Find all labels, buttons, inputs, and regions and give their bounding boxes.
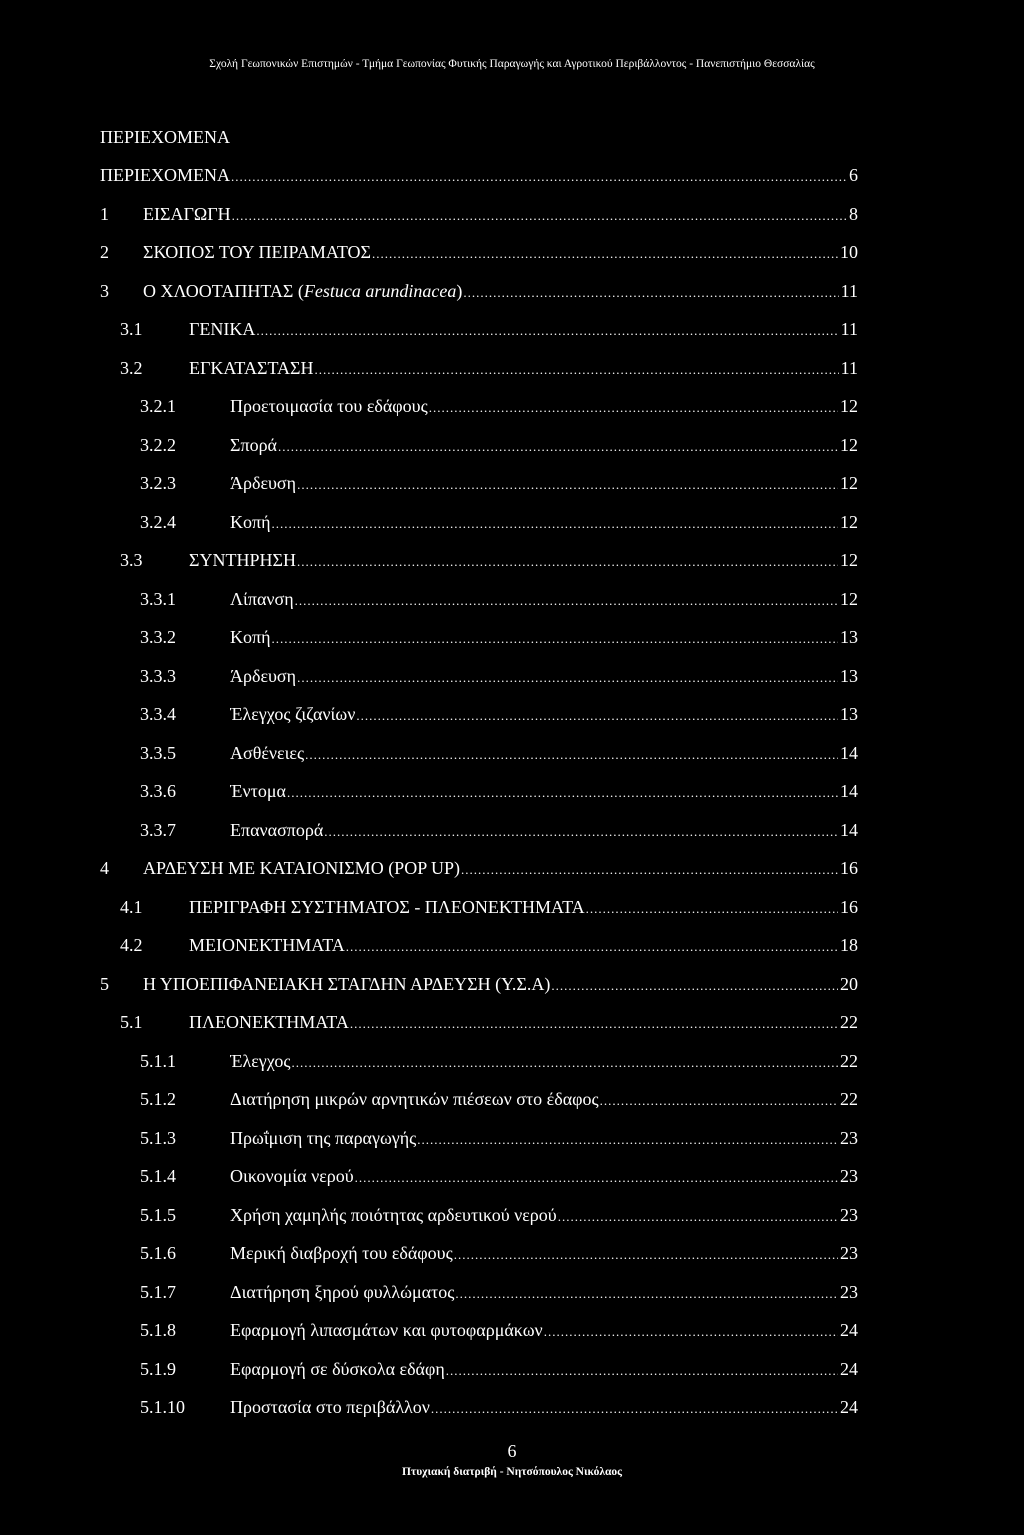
- toc-entry-page: 14: [840, 781, 858, 801]
- toc-dot-leader: [272, 626, 839, 652]
- toc-entry-number: 3.3.6: [140, 781, 176, 801]
- toc-entry-title: Η ΥΠΟΕΠΙΦΑΝΕΙΑΚΗ ΣΤΑΓΔΗΝ ΑΡΔΕΥΣΗ (Υ.Σ.Α): [143, 973, 551, 994]
- toc-dot-leader: [356, 703, 838, 729]
- toc-entry-title: ΠΕΡΙΕΧΟΜΕΝΑ: [100, 165, 230, 185]
- toc-entry[interactable]: [0, 316, 1024, 342]
- toc-entry-number: 3.2.3: [140, 473, 176, 493]
- toc-entry-title: Εφαρμογή λιπασμάτων και φυτοφαρμάκων: [230, 1320, 543, 1340]
- toc-entry[interactable]: [0, 1125, 1024, 1151]
- toc-entry-number: 4: [100, 858, 109, 878]
- toc-entry-title: Μερική διαβροχή του εδάφους: [230, 1243, 453, 1263]
- toc-entry-page: 18: [840, 935, 858, 955]
- toc-entry-page: 16: [840, 896, 858, 917]
- toc-dot-leader: [278, 434, 838, 460]
- toc-entry[interactable]: [0, 201, 1024, 227]
- toc-entry-number: 5: [100, 973, 109, 994]
- toc-entry-title: ΕΓΚΑΤΑΣΤΑΣΗ: [189, 357, 314, 378]
- toc-entry-number: 5.1: [120, 1012, 143, 1032]
- toc-entry[interactable]: [0, 278, 1024, 304]
- toc-dot-leader: [600, 1088, 838, 1114]
- toc-entry[interactable]: [0, 509, 1024, 535]
- toc-entry-number: 3: [100, 280, 109, 301]
- toc-dot-leader: [431, 1396, 838, 1422]
- toc-dot-leader: [232, 203, 847, 229]
- toc-dot-leader: [417, 1127, 838, 1153]
- toc-entry-number: 5.1.5: [140, 1204, 176, 1225]
- toc-entry-page: 23: [840, 1127, 858, 1148]
- toc-entry-title: Προστασία στο περιβάλλον: [230, 1397, 430, 1417]
- toc-entry[interactable]: [0, 817, 1024, 843]
- toc-entry[interactable]: [0, 547, 1024, 573]
- toc-entry-page: 11: [840, 319, 858, 339]
- toc-entry-number: 1: [100, 203, 109, 224]
- toc-entry-page: 8: [849, 203, 858, 224]
- toc-entry-title: Εφαρμογή σε δύσκολα εδάφη: [230, 1358, 445, 1379]
- toc-dot-leader: [295, 588, 838, 614]
- toc-entry[interactable]: [0, 1086, 1024, 1112]
- running-footer: Πτυχιακή διατριβή - Νητσόπουλος Νικόλαος: [401, 1466, 623, 1478]
- toc-entry-page: 13: [840, 627, 858, 647]
- toc-dot-leader: [355, 1165, 838, 1191]
- toc-entry-page: 12: [840, 511, 858, 532]
- toc-entry[interactable]: [0, 239, 1024, 265]
- toc-entry-page: 24: [840, 1320, 858, 1340]
- toc-entry-page: 12: [840, 588, 858, 609]
- toc-entry-page: 24: [840, 1358, 858, 1379]
- toc-entry-number: 5.1.6: [140, 1243, 176, 1263]
- toc-dot-leader: [350, 1011, 838, 1037]
- toc-entry[interactable]: [0, 855, 1024, 881]
- toc-dot-leader: [231, 164, 847, 190]
- toc-entry-title: Λίπανση: [230, 588, 294, 609]
- toc-entry-number: 3.3: [120, 550, 143, 570]
- toc-entry-title: Διατήρηση μικρών αρνητικών πιέσεων στο έδαφος: [230, 1089, 599, 1109]
- toc-entry-title: Προετοιμασία του εδάφους: [230, 396, 428, 416]
- toc-entry-title: Χρήση χαμηλής ποιότητας αρδευτικού νερού: [230, 1204, 557, 1225]
- toc-entry-title: ΑΡΔΕΥΣΗ ΜΕ ΚΑΤΑΙΟΝΙΣΜΟ (POP UP): [143, 858, 461, 878]
- toc-entry-number: 3.2.4: [140, 511, 176, 532]
- toc-entry-number: 5.1.9: [140, 1358, 176, 1379]
- toc-entry-title: ΠΕΡΙΓΡΑΦΗ ΣΥΣΤΗΜΑΤΟΣ - ΠΛΕΟΝΕΚΤΗΜΑΤΑ: [189, 896, 585, 917]
- toc-dot-leader: [544, 1319, 838, 1345]
- toc-entry-page: 14: [840, 742, 858, 763]
- toc-entry-page: 6: [849, 165, 858, 185]
- toc-entry-title: Οικονομία νερού: [230, 1166, 354, 1186]
- toc-dot-leader: [558, 1204, 838, 1230]
- toc-dot-leader: [429, 395, 838, 421]
- toc-entry-page: 22: [840, 1050, 858, 1071]
- toc-entry-number: 5.1.10: [140, 1397, 185, 1417]
- toc-entry-title: Άρδευση: [230, 665, 297, 686]
- toc-dot-leader: [372, 241, 838, 267]
- toc-entry-title: ΣΥΝΤΗΡΗΣΗ: [189, 550, 296, 570]
- toc-dot-leader: [551, 973, 838, 999]
- toc-entry-title: ΣΚΟΠΟΣ ΤΟΥ ΠΕΙΡΑΜΑΤΟΣ: [143, 242, 372, 262]
- toc-entry-page: 11: [840, 357, 858, 378]
- toc-entry[interactable]: [0, 1202, 1024, 1228]
- toc-entry-page: 12: [840, 473, 858, 493]
- toc-entry-page: 14: [840, 819, 858, 840]
- toc-dot-leader: [461, 857, 838, 883]
- toc-entry-number: 4.1: [120, 896, 143, 917]
- toc-entry-number: 3.2: [120, 357, 143, 378]
- toc-entry-page: 23: [840, 1166, 858, 1186]
- toc-dot-leader: [346, 934, 838, 960]
- toc-entry[interactable]: [0, 1240, 1024, 1266]
- toc-entry-page: 23: [840, 1281, 858, 1302]
- toc-entry-page: 23: [840, 1243, 858, 1263]
- toc-entry-page: 13: [840, 704, 858, 724]
- toc-entry-title: ΠΛΕΟΝΕΚΤΗΜΑΤΑ: [189, 1012, 349, 1032]
- toc-dot-leader: [463, 280, 838, 306]
- toc-entry-title: ΜΕΙΟΝΕΚΤΗΜΑΤΑ: [189, 935, 345, 955]
- toc-dot-leader: [314, 357, 838, 383]
- toc-entry-number: 3.3.3: [140, 665, 176, 686]
- toc-dot-leader: [454, 1242, 838, 1268]
- toc-entry[interactable]: [0, 1048, 1024, 1074]
- toc-entry-page: 24: [840, 1397, 858, 1417]
- toc-entry[interactable]: [0, 1163, 1024, 1189]
- toc-entry-number: 3.3.2: [140, 627, 176, 647]
- toc-entry[interactable]: [0, 663, 1024, 689]
- toc-entry-page: 12: [840, 550, 858, 570]
- toc-entry[interactable]: [0, 355, 1024, 381]
- toc-entry[interactable]: [0, 1356, 1024, 1382]
- toc-entry-title: [143, 278, 462, 304]
- toc-entry-title: Σπορά: [230, 434, 277, 455]
- toc-entry-title: Έντομα: [230, 781, 286, 801]
- toc-entry[interactable]: [0, 586, 1024, 612]
- toc-dot-leader: [446, 1358, 838, 1384]
- toc-entry[interactable]: [0, 393, 1024, 419]
- toc-entry[interactable]: [0, 1394, 1024, 1420]
- toc-dot-leader: [324, 819, 838, 845]
- toc-entry-number: 3.3.5: [140, 742, 176, 763]
- toc-entry-page: 12: [840, 434, 858, 455]
- toc-entry[interactable]: [0, 740, 1024, 766]
- toc-dot-leader: [297, 665, 838, 691]
- toc-entry-number: 3.2.2: [140, 434, 176, 455]
- toc-entry-page: 11: [840, 280, 858, 301]
- toc-entry-number: 5.1.4: [140, 1166, 176, 1186]
- toc-entry-title: ΓΕΝΙΚΑ: [189, 319, 256, 339]
- running-header: Σχολή Γεωπονικών Επιστημών - Τμήμα Γεωπονίας Φυτικής Παραγωγής και Αγροτικού Περιβάλλοντος - Πανεπιστήμιο Θεσσαλίας: [209, 58, 815, 70]
- toc-entry-title: Άρδευση: [230, 473, 297, 493]
- toc-entry-title: Κοπή: [230, 511, 271, 532]
- toc-entry-number: 3.3.7: [140, 819, 176, 840]
- toc-entry-title: Επανασπορά: [230, 819, 324, 840]
- toc-entry[interactable]: [0, 1317, 1024, 1343]
- toc-dot-leader: [297, 472, 838, 498]
- toc-entry-number: 3.2.1: [140, 396, 176, 416]
- toc-entry-title-part: ): [456, 280, 463, 301]
- toc-entry-number: 3.3.4: [140, 704, 176, 724]
- toc-entry-page: 23: [840, 1204, 858, 1225]
- toc-entry-page: 12: [840, 396, 858, 416]
- toc-entry[interactable]: [0, 162, 1024, 188]
- toc-entry-number: 5.1.8: [140, 1320, 176, 1340]
- toc-entry[interactable]: [0, 470, 1024, 496]
- toc-entry-title: Έλεγχος: [230, 1050, 291, 1071]
- toc-entry-page: 16: [840, 858, 858, 878]
- toc-entry[interactable]: [0, 894, 1024, 920]
- toc-entry-title: Ασθένειες: [230, 742, 305, 763]
- toc-entry-number: 5.1.1: [140, 1050, 176, 1071]
- toc-entry-number: 2: [100, 242, 109, 262]
- toc-dot-leader: [291, 1050, 838, 1076]
- toc-entry-title: Πρωΐμιση της παραγωγής: [230, 1127, 417, 1148]
- toc-entry-number: 4.2: [120, 935, 143, 955]
- toc-entry-number: 5.1.3: [140, 1127, 176, 1148]
- page-number: 6: [507, 1441, 517, 1461]
- toc-dot-leader: [256, 318, 838, 344]
- toc-entry-title: ΕΙΣΑΓΩΓΗ: [143, 203, 231, 224]
- toc-dot-leader: [287, 780, 838, 806]
- toc-entry-title-part: Ο ΧΛΟΟΤΑΠΗΤΑΣ (: [143, 280, 304, 301]
- toc-entry-page: 22: [840, 1012, 858, 1032]
- toc-entry[interactable]: [0, 1279, 1024, 1305]
- toc-entry-title: Έλεγχος ζιζανίων: [230, 704, 356, 724]
- toc-dot-leader: [297, 549, 838, 575]
- toc-dot-leader: [272, 511, 839, 537]
- toc-entry[interactable]: [0, 971, 1024, 997]
- toc-entry-page: 13: [840, 665, 858, 686]
- toc-dot-leader: [455, 1281, 838, 1307]
- toc-entry[interactable]: [0, 1009, 1024, 1035]
- toc-entry-title-species: Festuca arundinacea: [303, 280, 457, 301]
- toc-entry-number: 5.1.2: [140, 1089, 176, 1109]
- toc-entry-title: Διατήρηση ξηρού φυλλώματος: [230, 1281, 455, 1302]
- toc-entry-number: 5.1.7: [140, 1281, 176, 1302]
- toc-entry[interactable]: [0, 432, 1024, 458]
- toc-entry-page: 22: [840, 1089, 858, 1109]
- toc-entry-number: 3.1: [120, 319, 143, 339]
- toc-entry[interactable]: [0, 624, 1024, 650]
- toc-dot-leader: [586, 896, 838, 922]
- toc-entry[interactable]: [0, 701, 1024, 727]
- toc-entry-page: 20: [840, 973, 858, 994]
- toc-entry[interactable]: [0, 932, 1024, 958]
- toc-entry[interactable]: [0, 778, 1024, 804]
- toc-heading: ΠΕΡΙΕΧΟΜΕΝΑ: [100, 127, 230, 147]
- toc-dot-leader: [305, 742, 838, 768]
- toc-entry-number: 3.3.1: [140, 588, 176, 609]
- toc-entry-page: 10: [840, 242, 858, 262]
- toc-entry-title: Κοπή: [230, 627, 271, 647]
